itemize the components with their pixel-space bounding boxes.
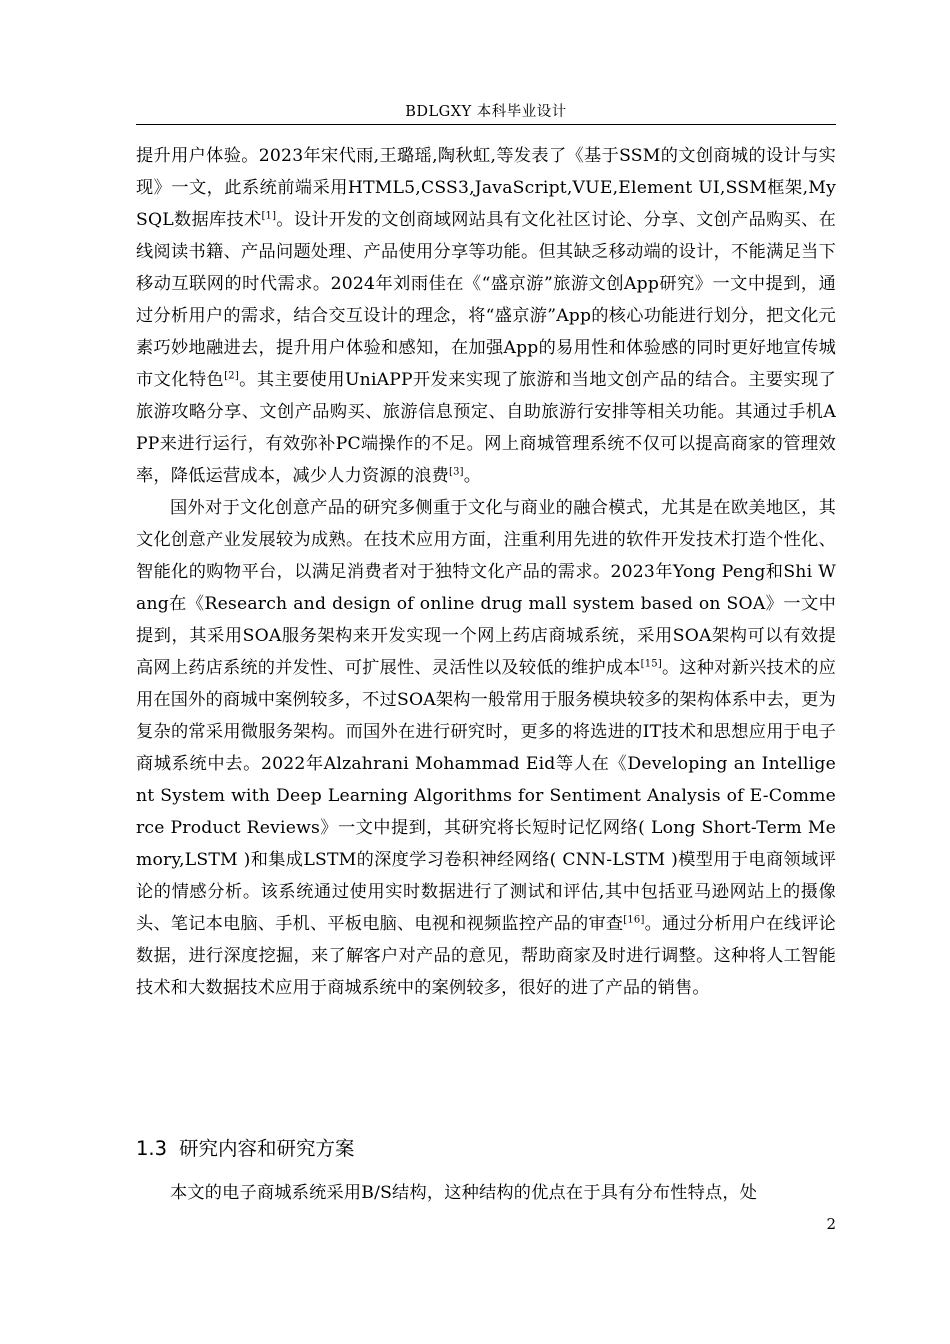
header-rule [136,124,836,125]
paragraph [136,140,836,492]
paragraph: 本文的电子商城系统采用B/S结构，这种结构的优点在于具有分布性特点，处 [170,1183,758,1203]
paragraph [136,492,836,1004]
paragraph-last [136,1177,836,1209]
section-number: 1.3 [136,1137,168,1160]
citation-ref: [3] [448,466,464,478]
citation-ref: [16] [623,914,645,926]
text-run: 国外对于文化创意产品的研究多侧重于文化与商业的融合模式，尤其是在欧美地区，其文化创意产业发展较为成熟。在技术应用方面，注重利用先进的软件开发技术打造个性化、智能化的购物平台，以满足消费者对于独特文化产品的需求。2023年Yong Peng和Shi Wang在《Research and design of online drug mall system based on SOA》一文中提到，其采用SOA服务架构来开发实现一个网上药店商城系统，采用SOA架构可以有效提高网上药店系统的并发性、可扩展性、灵活性以及较低的维护成本 [136,498,836,678]
section-title: 研究内容和研究方案 [179,1137,355,1160]
text-run: 。通过分析用户在线评论数据，进行深度挖掘，来了解客户对产品的意见，帮助商家及时进行调整。这种将人工智能技术和大数据技术应用于商城系统中的案例较多，很好的进了产品的销售。 [136,914,836,998]
citation-ref: [1] [261,210,277,222]
citation-ref: [15] [640,658,662,670]
section-heading [136,1134,836,1164]
text-run: 。这种对新兴技术的应用在国外的商城中案例较多，不过SOA架构一般常用于服务模块较多的架构体系中去，更为复杂的常采用微服务架构。而国外在进行研究时，更多的将选进的IT技术和思想应用于电子商城系统中去。2022年Alzahrani Mohammad Eid等人在《Developing an Intelligent System with Deep Learning Algorithms for Sentiment Analysis of E-Commerce Product Reviews》一文中提到，其研究将长短时记忆网络( Long Short-Term Memory,LSTM )和集成LSTM的深度学习卷积神经网络( CNN-LSTM )模型用于电商领域评论的情感分析。该系统通过使用实时数据进行了测试和评估,其中包括亚马逊网站上的摄像头、笔记本电脑、手机、平板电脑、电视和视频监控产品的审查 [136,658,836,934]
body-text [136,140,836,1004]
text-run: 。其主要使用UniAPP开发来实现了旅游和当地文创产品的结合。主要实现了旅游攻略分享、文创产品购买、旅游信息预定、自助旅游行安排等相关功能。其通过手机APP来进行运行，有效弥补PC端操作的不足。网上商城管理系统不仅可以提高商家的管理效率，降低运营成本，减少人力资源的浪费 [136,370,836,486]
citation-ref: [2] [224,370,239,382]
page-number: 2 [826,1215,836,1233]
page-header: BDLGXY 本科毕业设计 [405,104,567,120]
text-run: 。 [463,466,482,486]
text-run: 。设计开发的文创商域网站具有文化社区讨论、分享、文创产品购买、在线阅读书籍、产品问题处理、产品使用分享等功能。但其缺乏移动端的设计，不能满足当下移动互联网的时代需求。2024年刘雨佳在《“盛京游”旅游文创App研究》一文中提到，通过分析用户的需求，结合交互设计的理念，将“盛京游”App的核心功能进行划分，把文化元素巧妙地融进去，提升用户体验和感知，在加强App的易用性和体验感的同时更好地宣传城市文化特色 [136,210,836,390]
text-run: 提升用户体验。2023年宋代雨,王璐瑶,陶秋虹,等发表了《基于SSM的文创商城的设计与实现》一文，此系统前端采用HTML5,CSS3,JavaScript,VUE,Element UI,SSM框架,MySQL数据库技术 [136,146,836,230]
